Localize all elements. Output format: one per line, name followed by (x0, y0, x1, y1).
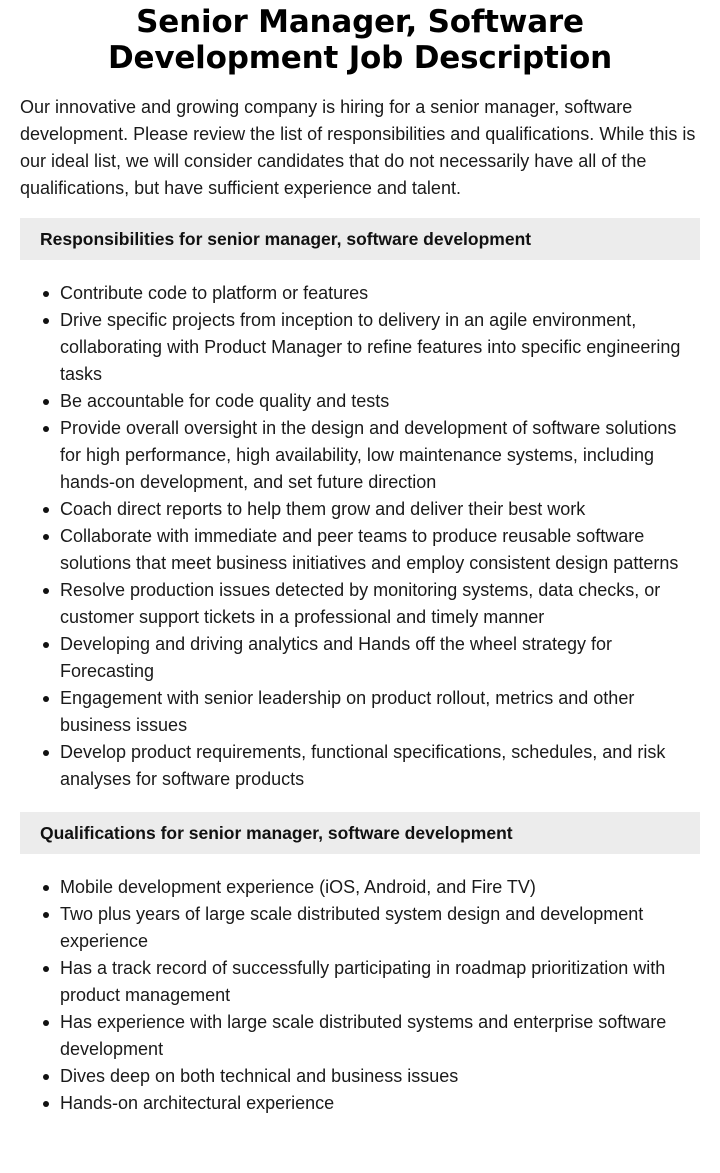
list-item: Contribute code to platform or features (60, 280, 700, 307)
list-item: Mobile development experience (iOS, Android, and Fire TV) (60, 874, 700, 901)
list-item: Provide overall oversight in the design and development of software solutions for high performance, high availability, low maintenance systems, including hands-on development, and set future direction (60, 415, 700, 496)
list-item: Has experience with large scale distributed systems and enterprise software development (60, 1009, 700, 1063)
list-item: Has a track record of successfully participating in roadmap prioritization with product management (60, 955, 700, 1009)
responsibilities-heading: Responsibilities for senior manager, software development (20, 218, 700, 260)
list-item: Dives deep on both technical and business issues (60, 1063, 700, 1090)
list-item: Develop product requirements, functional specifications, schedules, and risk analyses for software products (60, 739, 700, 793)
responsibilities-list (20, 280, 700, 793)
list-item: Developing and driving analytics and Hands off the wheel strategy for Forecasting (60, 631, 700, 685)
intro-paragraph: Our innovative and growing company is hiring for a senior manager, software development. Please review the list of responsibilities and qualifications. While this is our ideal list, we will consider candidates that do not necessarily have all of the qualifications, but have sufficient experience and talent. (20, 97, 696, 198)
list-item: Engagement with senior leadership on product rollout, metrics and other business issues (60, 685, 700, 739)
list-item: Two plus years of large scale distributed system design and development experience (60, 901, 700, 955)
qualifications-list (20, 874, 700, 1117)
list-item: Hands-on architectural experience (60, 1090, 700, 1117)
list-item: Collaborate with immediate and peer teams to produce reusable software solutions that meet business initiatives and employ consistent design patterns (60, 523, 700, 577)
list-item: Resolve production issues detected by monitoring systems, data checks, or customer support tickets in a professional and timely manner (60, 577, 700, 631)
list-item: Coach direct reports to help them grow and deliver their best work (60, 496, 700, 523)
list-item: Be accountable for code quality and tests (60, 388, 700, 415)
page-title: Senior Manager, Software Development Job Description (107, 4, 613, 76)
qualifications-heading: Qualifications for senior manager, software development (20, 812, 700, 854)
list-item: Drive specific projects from inception to delivery in an agile environment, collaborating with Product Manager to refine features into specific engineering tasks (60, 307, 700, 388)
